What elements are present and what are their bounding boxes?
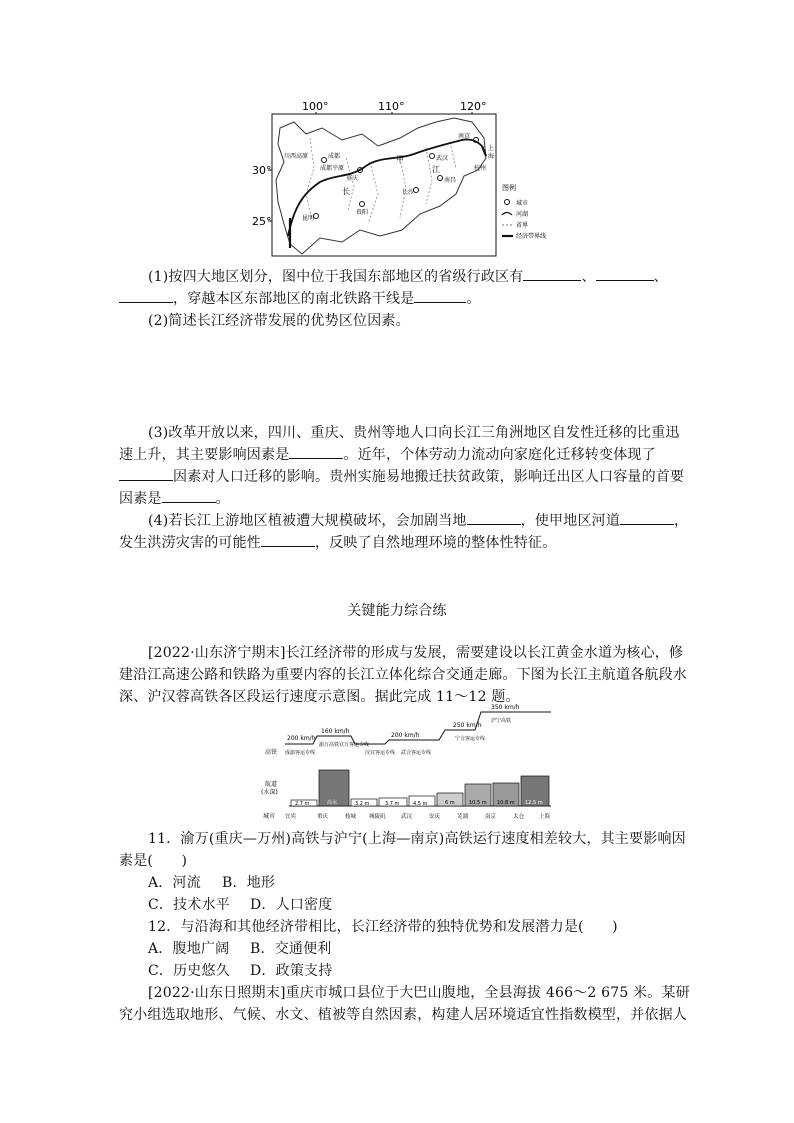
depth-label: 12.5 m <box>525 800 543 806</box>
place-label: 武汉 <box>436 155 449 162</box>
answer-blank[interactable] <box>289 444 343 459</box>
answer-blank[interactable] <box>261 532 315 547</box>
q3-line4: 因素是 。 <box>119 488 230 510</box>
lon-label-100: 100° <box>302 100 329 113</box>
place-label: 南昌 <box>444 177 457 184</box>
depth-label: 6 m <box>445 800 455 806</box>
place-label: 南京 <box>458 133 471 140</box>
rail-name: 宁合客运专线 <box>455 736 486 742</box>
city-axis-label: 城市 <box>263 813 276 820</box>
rail-label: 高铁 <box>265 749 278 756</box>
city-tick: 上海 <box>539 814 551 820</box>
place-label: 杭州 <box>474 165 487 172</box>
depth-label: 高水 <box>327 800 338 806</box>
place-label: 昆明 <box>302 215 315 222</box>
rail-name: 渝万高铁宜万客运专线 <box>319 742 370 748</box>
rail-name: 沪宁高铁 <box>491 718 512 724</box>
answer-blank[interactable] <box>596 266 654 281</box>
q11-line1: 11．渝万(重庆—万州)高铁与沪宁(上海—南京)高铁运行速度相差较大，其主要影响因 <box>148 831 686 847</box>
q12-option-c[interactable]: C．历史悠久 <box>148 963 230 979</box>
map-svg <box>250 98 550 258</box>
legend-item: 河湖 <box>516 211 529 218</box>
rail-name: 汉宜客运专线 <box>365 750 396 756</box>
city-tick: 武汉 <box>401 814 413 820</box>
q3-line2: 速上升，其主要影响因素是 。近年，个体劳动力流动向家庭化迁移转变体现了 <box>119 444 656 466</box>
speed-label: 160 km/h <box>321 728 350 735</box>
section-title: 关键能力综合练 <box>347 603 447 619</box>
q3-line3: 因素对人口迁移的影响。贵州实施易地搬迁扶贫政策，影响迁出区人口容量的首要 <box>119 466 684 488</box>
intro-line2: 建沿江高速公路和铁路为重要内容的长江立体化综合交通走廊。下图为长江主航道各航段水 <box>119 667 687 683</box>
q11-option-c[interactable]: C．技术水平 <box>148 897 230 913</box>
q4-line1: (4)若长江上游地区植被遭大规模破坏，会加剧当地 ，使甲地区河道 ， <box>148 510 688 532</box>
depth-label: 4.5 m <box>413 801 428 807</box>
answer-blank[interactable] <box>119 466 173 481</box>
intro-line1: [2022·山东济宁期末]长江经济带的形成与发展，需要建设以长江黄金水道为核心，修 <box>148 645 684 661</box>
city-symbol-icon <box>505 200 510 205</box>
q12-option-d[interactable]: D．政策支持 <box>250 963 333 979</box>
intro-line3: 深、沪汉蓉高铁各区段运行速度示意图。据此完成 11～12 题。 <box>119 689 520 705</box>
depth-label: 10.8 m <box>497 800 515 806</box>
lat-label-30: 30° <box>252 164 272 177</box>
city-tick: 安庆 <box>429 814 441 820</box>
place-label: 江 <box>432 165 440 174</box>
speed-label: 250 km/h <box>453 722 482 729</box>
speed-label: 200 km/h <box>287 735 316 742</box>
lon-label-110: 110° <box>378 100 405 113</box>
answer-blank[interactable] <box>467 510 521 525</box>
q11-option-a[interactable]: A．河流 <box>148 875 201 891</box>
city-tick: 太仓 <box>513 814 525 820</box>
q11-option-b[interactable]: B．地形 <box>222 875 276 891</box>
map-legend <box>502 183 546 240</box>
depth-label: 2.7 m <box>295 801 310 807</box>
legend-item: 经济带界线 <box>516 233 547 240</box>
place-label: 川西高原 <box>284 153 309 160</box>
place-label: 甲 <box>396 155 404 164</box>
next-intro-line1: [2022·山东日照期末]重庆市城口县位于大巴山腹地，全县海拔 466～2 675 米。某研 <box>148 985 690 1001</box>
waterway-label: (水深) <box>261 789 278 796</box>
place-label: 贵阳 <box>356 209 369 216</box>
place-label: 成都 <box>328 153 341 160</box>
q1-line1: (1)按四大地区划分，图中位于我国东部地区的省级行政区有 、 、 <box>148 266 668 288</box>
speed-depth-diagram <box>255 700 555 822</box>
q1-line2: ，穿越本区东部地区的南北铁路干线是 。 <box>119 288 481 310</box>
city-tick: 城陵矶 <box>369 814 386 820</box>
place-label: 长 <box>342 187 350 196</box>
answer-blank[interactable] <box>620 510 674 525</box>
answer-blank[interactable] <box>414 288 466 303</box>
q12-option-a[interactable]: A．腹地广阔 <box>148 941 230 957</box>
legend-title: 图例 <box>502 184 516 192</box>
answer-blank[interactable] <box>523 266 581 281</box>
place-label: 上 <box>488 145 495 152</box>
legend-item: 城市 <box>516 200 529 207</box>
depth-label: 10.5 m <box>469 800 487 806</box>
diagram-svg <box>255 700 555 822</box>
q2-line: (2)简述长江经济带发展的优势区位因素。 <box>148 313 410 329</box>
place-label: 重庆 <box>346 175 359 182</box>
waterway-label: 航道 <box>265 781 278 788</box>
city-tick: 宜宾 <box>285 814 297 820</box>
legend-item: 省界 <box>516 222 529 229</box>
place-label: 长沙 <box>402 189 415 196</box>
q12-line1: 12．与沿海和其他经济带相比，长江经济带的独特优势和发展潜力是( ) <box>148 919 618 935</box>
yangtze-economic-belt-map <box>250 98 550 258</box>
city-tick: 芜湖 <box>457 814 469 820</box>
next-intro-line2: 究小组选取地形、气候、水文、植被等自然因素，构建人居环境适宜性指数模型，并依据人 <box>119 1007 687 1023</box>
answer-blank[interactable] <box>162 488 216 503</box>
q3-line1: (3)改革开放以来，四川、重庆、贵州等地人口向长江三角洲地区自发性迁移的比重迅 <box>148 425 680 441</box>
q4-line2: 发生洪涝灾害的可能性 ，反映了自然地理环境的整体性特征。 <box>119 532 556 554</box>
q12-option-b[interactable]: B．交通便利 <box>250 941 332 957</box>
place-label: 成都平原 <box>320 165 345 172</box>
city-tick: 南京 <box>485 814 497 820</box>
place-label: 海 <box>488 153 495 160</box>
q11-option-d[interactable]: D．人口密度 <box>250 897 333 913</box>
city-tick: 枝城 <box>345 814 357 820</box>
q11-line2: 素是( ) <box>119 853 188 869</box>
lon-label-120: 120° <box>460 100 487 113</box>
depth-label: 3.2 m <box>355 801 370 807</box>
rail-name: 成渝客运专线 <box>285 750 316 756</box>
city-tick: 重庆 <box>317 814 329 820</box>
speed-label: 200 km/h <box>391 732 420 739</box>
speed-label: 350 km/h <box>491 704 520 711</box>
rail-name: 武合客运专线 <box>401 750 432 756</box>
depth-label: 3.7 m <box>385 801 400 807</box>
answer-blank[interactable] <box>119 288 173 303</box>
river-symbol-icon <box>502 213 512 216</box>
lat-label-25: 25° <box>252 215 272 228</box>
